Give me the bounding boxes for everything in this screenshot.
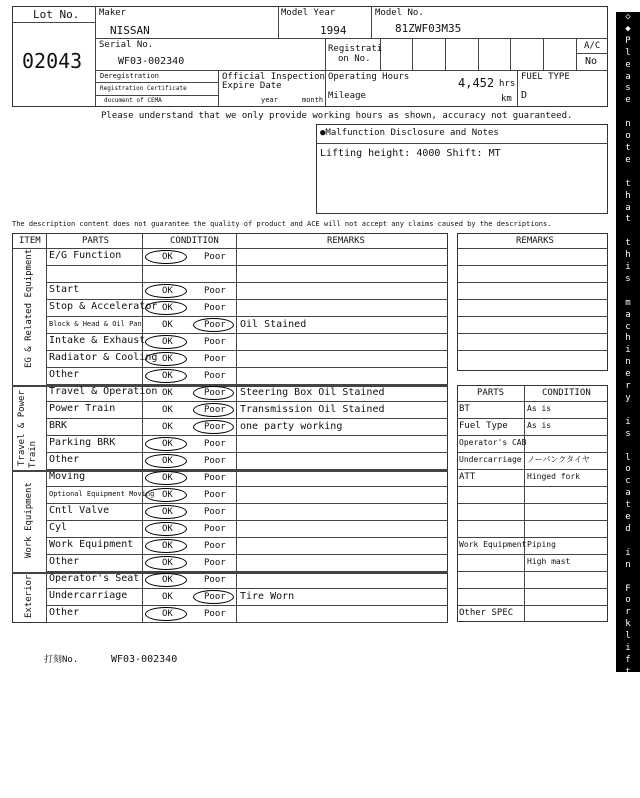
- condition-circle: [145, 454, 187, 468]
- group-work-equipment: Work Equipment: [24, 482, 34, 558]
- ok-option: OK: [162, 303, 173, 313]
- condition-circle: [145, 607, 187, 621]
- right-remarks-header: REMARKS: [516, 236, 554, 246]
- ok-option: OK: [162, 337, 173, 347]
- operating-hours: 4,452: [458, 76, 495, 90]
- right-row-part: Undercarriage: [459, 455, 522, 464]
- poor-option: Poor: [204, 303, 226, 313]
- poor-option: Poor: [204, 541, 226, 551]
- condition-circle: [145, 284, 187, 298]
- group-travel-power-1: Travel & Power: [17, 390, 27, 466]
- mileage-label: Mileage: [328, 91, 366, 101]
- row-part: Travel & Operation: [49, 386, 158, 397]
- poor-option: Poor: [204, 405, 226, 415]
- row-part: Other: [49, 607, 80, 618]
- poor-option: Poor: [204, 524, 226, 534]
- ok-option: OK: [162, 286, 173, 296]
- condition-circle: [145, 352, 187, 366]
- right-row-part: Other SPEC: [459, 608, 514, 618]
- row-part: Stop & Accelerator: [49, 301, 158, 312]
- notice-hours: Please understand that we only provide working hours as shown, accuracy not guaranteed.: [101, 111, 573, 121]
- ok-option: OK: [162, 456, 173, 466]
- ok-option: OK: [162, 405, 173, 415]
- poor-option: Poor: [204, 422, 226, 432]
- poor-option: Poor: [204, 609, 226, 619]
- right-row-condition: As is: [527, 404, 552, 413]
- condition-circle: [145, 522, 187, 536]
- registration-label-1: Registrati: [328, 44, 383, 54]
- right-row-part: Fuel Type: [459, 421, 508, 431]
- registration-label-2: on No.: [338, 54, 371, 64]
- row-part: BRK: [49, 420, 68, 431]
- ok-option: OK: [162, 422, 173, 432]
- ok-option: OK: [162, 558, 173, 568]
- maker: NISSAN: [110, 24, 150, 37]
- poor-option: Poor: [204, 592, 226, 602]
- ok-option: OK: [162, 354, 173, 364]
- row-part: Operator's Seat: [49, 573, 140, 584]
- row-part: Intake & Exhaust: [49, 335, 146, 346]
- row-part: Undercarriage: [49, 590, 128, 601]
- condition-circle: [145, 505, 187, 519]
- poor-option: Poor: [204, 473, 226, 483]
- model-no-label: Model No.: [375, 8, 424, 18]
- poor-option: Poor: [204, 456, 226, 466]
- right-row-part: Work Equipment: [459, 540, 527, 549]
- row-part: Radiator & Cooling: [49, 352, 158, 363]
- row-part: Parking BRK: [49, 437, 116, 448]
- right-row-part: ATT: [459, 472, 476, 482]
- condition-circle: [145, 335, 187, 349]
- right-row-condition: ノーパンクタイヤ: [527, 455, 590, 464]
- model-no: 81ZWF03M35: [395, 22, 462, 35]
- row-part: Power Train: [49, 403, 116, 414]
- ok-option: OK: [162, 575, 173, 585]
- month-label: month: [302, 96, 324, 104]
- condition-circle: [145, 556, 187, 570]
- side-banner: ◇ ◆ P l e a s e n o t e t h a t t h i s m a c h i n e r y i s l o c a t e d i n F o r k l i f t P a r k i n g ◆ ◇: [616, 12, 640, 672]
- right-row-condition: Hinged fork: [527, 472, 580, 481]
- right-row-condition: Piping: [527, 540, 556, 549]
- operating-hours-label: Operating Hours: [328, 72, 410, 82]
- condition-circle: [145, 573, 187, 587]
- right-parts-header: PARTS: [477, 388, 505, 398]
- ok-option: OK: [162, 388, 173, 398]
- footer-value: WF03-002340: [111, 654, 178, 665]
- condition-circle: [145, 250, 187, 264]
- row-part: Other: [49, 369, 80, 380]
- row-part: Work Equipment: [49, 539, 134, 550]
- model-year: 1994: [320, 24, 347, 37]
- ok-option: OK: [162, 473, 173, 483]
- ok-option: OK: [162, 320, 173, 330]
- poor-option: Poor: [204, 337, 226, 347]
- poor-option: Poor: [204, 575, 226, 585]
- header-condition: CONDITION: [170, 236, 219, 246]
- condition-circle: [193, 420, 234, 434]
- ok-option: OK: [162, 592, 173, 602]
- condition-circle: [145, 471, 187, 485]
- condition-circle: [145, 539, 187, 553]
- row-part: Cntl Valve: [49, 505, 110, 516]
- header-remarks: REMARKS: [327, 236, 365, 246]
- lot-no: 02043: [22, 49, 83, 73]
- lot-no-label: Lot No.: [33, 8, 80, 21]
- poor-option: Poor: [204, 388, 226, 398]
- row-part: Moving: [49, 471, 86, 482]
- ok-option: OK: [162, 507, 173, 517]
- ok-option: OK: [162, 252, 173, 262]
- malfunction-text: Lifting height: 4000 Shift: MT: [320, 148, 501, 159]
- ok-option: OK: [162, 490, 173, 500]
- condition-circle: [193, 318, 234, 332]
- model-year-label: Model Year: [281, 8, 336, 18]
- ok-option: OK: [162, 609, 173, 619]
- disclaimer: The description content does not guarantee the quality of product and ACE will not accept any claims caused by the descriptions.: [12, 220, 552, 228]
- right-condition-header: CONDITION: [542, 388, 591, 398]
- row-remark: one party working: [240, 421, 343, 432]
- poor-option: Poor: [204, 320, 226, 330]
- condition-circle: [145, 369, 187, 383]
- condition-circle: [145, 488, 187, 502]
- ac-label: A/C: [584, 41, 601, 51]
- right-row-condition: High mast: [527, 557, 571, 566]
- poor-option: Poor: [204, 252, 226, 262]
- condition-circle: [193, 590, 234, 604]
- year-label: year: [261, 96, 278, 104]
- row-part: Block & Head & Oil Pan: [49, 320, 142, 328]
- maker-label: Maker: [99, 8, 127, 18]
- poor-option: Poor: [204, 507, 226, 517]
- hrs-label: hrs: [499, 79, 516, 89]
- row-part: Cyl: [49, 522, 68, 533]
- right-row-part: BT: [459, 404, 470, 414]
- condition-circle: [193, 403, 234, 417]
- malfunction-title: ●Malfunction Disclosure and Notes: [320, 128, 499, 138]
- condition-circle: [193, 386, 234, 400]
- inspection-label-1: Official Inspection: [222, 72, 325, 82]
- row-remark: Transmission Oil Stained: [240, 404, 385, 415]
- row-part: Other: [49, 454, 80, 465]
- ok-option: OK: [162, 371, 173, 381]
- condition-circle: [145, 301, 187, 315]
- right-row-condition: As is: [527, 421, 552, 430]
- row-part: Optional Equipment Moving: [49, 490, 155, 498]
- header-item: ITEM: [19, 236, 41, 246]
- poor-option: Poor: [204, 371, 226, 381]
- poor-option: Poor: [204, 490, 226, 500]
- inspection-label-2: Expire Date: [222, 81, 282, 91]
- poor-option: Poor: [204, 354, 226, 364]
- serial-no: WF03-002340: [118, 56, 185, 67]
- group-travel-power-2: Train: [28, 440, 38, 468]
- row-part: Start: [49, 284, 80, 295]
- header-parts: PARTS: [82, 236, 110, 246]
- poor-option: Poor: [204, 286, 226, 296]
- deregistration-label: Deregistration: [100, 72, 160, 80]
- group-exterior: Exterior: [24, 574, 34, 618]
- cema-label: document of CEMA: [104, 97, 162, 104]
- registration-certificate-label: Registration Certificate: [100, 85, 187, 92]
- condition-circle: [145, 437, 187, 451]
- km-label: km: [501, 94, 512, 104]
- footer-label: 打刻No.: [44, 655, 79, 665]
- fuel-type: D: [521, 90, 528, 101]
- ac-value: No: [585, 56, 598, 67]
- fuel-type-label: FUEL TYPE: [521, 72, 570, 82]
- ok-option: OK: [162, 524, 173, 534]
- poor-option: Poor: [204, 558, 226, 568]
- right-row-part: Operator's CAB: [459, 438, 527, 447]
- ok-option: OK: [162, 439, 173, 449]
- ok-option: OK: [162, 541, 173, 551]
- row-remark: Oil Stained: [240, 319, 307, 330]
- poor-option: Poor: [204, 439, 226, 449]
- serial-no-label: Serial No.: [99, 40, 154, 50]
- row-remark: Steering Box Oil Stained: [240, 387, 385, 398]
- row-remark: Tire Worn: [240, 591, 295, 602]
- group-eg-related: EG & Related Equipment: [24, 248, 34, 368]
- row-part: Other: [49, 556, 80, 567]
- row-part: E/G Function: [49, 250, 122, 261]
